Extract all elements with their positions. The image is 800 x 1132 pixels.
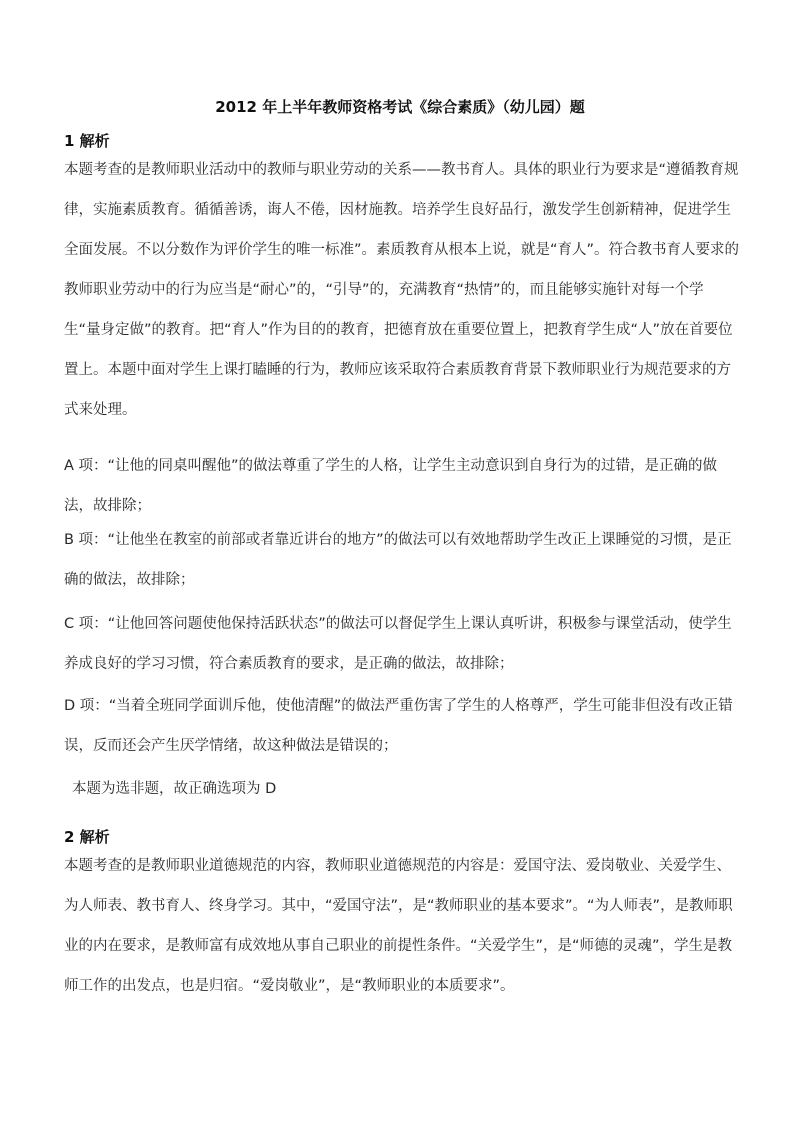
section-heading-2: 2 解析 (64, 828, 110, 846)
option-b: B 项：“让他坐在教室的前部或者靠近讲台的地方”的做法可以有效地帮助学生改正上课睡觉的习惯，是正确的做法，故排除； (64, 532, 732, 588)
option-d: D 项：“当着全班同学面训斥他，使他清醒”的做法严重伤害了学生的人格尊严，学生可能非但没有改正错误，反而还会产生厌学情绪，故这种做法是错误的； (64, 698, 733, 754)
section-1-conclusion: 本题为选非题，故正确选项为 D (72, 781, 277, 797)
section-heading-1: 1 解析 (64, 132, 110, 150)
option-c: C 项：“让他回答问题使他保持活跃状态”的做法可以督促学生上课认真听讲，积极参与课堂活动，使学生养成良好的学习习惯，符合素质教育的要求，是正确的做法，故排除； (64, 616, 732, 672)
section-2-intro: 本题考查的是教师职业道德规范的内容，教师职业道德规范的内容是：爱国守法、爱岗敬业、关爱学生、为人师表、教书育人、终身学习。其中，“爱国守法”，是“教师职业的基本要求”。“为人师表”，是教师职业的内在要求，是教师富有成效地从事自己职业的前提性条件。“关爱学生”，是“师德的灵魂”，学生是教师工作的出发点，也是归宿。“爱岗敬业”，是“教师职业的本质要求”。 (64, 858, 733, 994)
page-title: 2012 年上半年教师资格考试《综合素质》（幼儿园）题 (215, 98, 585, 116)
section-1-intro: 本题考查的是教师职业活动中的教师与职业劳动的关系——教书育人。具体的职业行为要求是“遵循教育规律，实施素质教育。循循善诱，诲人不倦，因材施教。培养学生良好品行，激发学生创新精神，促进学生全面发展。不以分数作为评价学生的唯一标准”。素质教育从根本上说，就是“育人”。符合教书育人要求的教师职业劳动中的行为应当是“耐心”的，“引导”的，充满教育“热情”的，而且能够实施针对每一个学生“量身定做”的教育。把“育人”作为目的的教育，把德育放在重要位置上，把教育学生成“人”放在首要位置上。本题中面对学生上课打瞌睡的行为，教师应该采取符合素质教育背景下教师职业行为规范要求的方式来处理。 (64, 162, 740, 418)
option-a: A 项：“让他的同桌叫醒他”的做法尊重了学生的人格，让学生主动意识到自身行为的过错，是正确的做法，故排除； (64, 458, 718, 514)
